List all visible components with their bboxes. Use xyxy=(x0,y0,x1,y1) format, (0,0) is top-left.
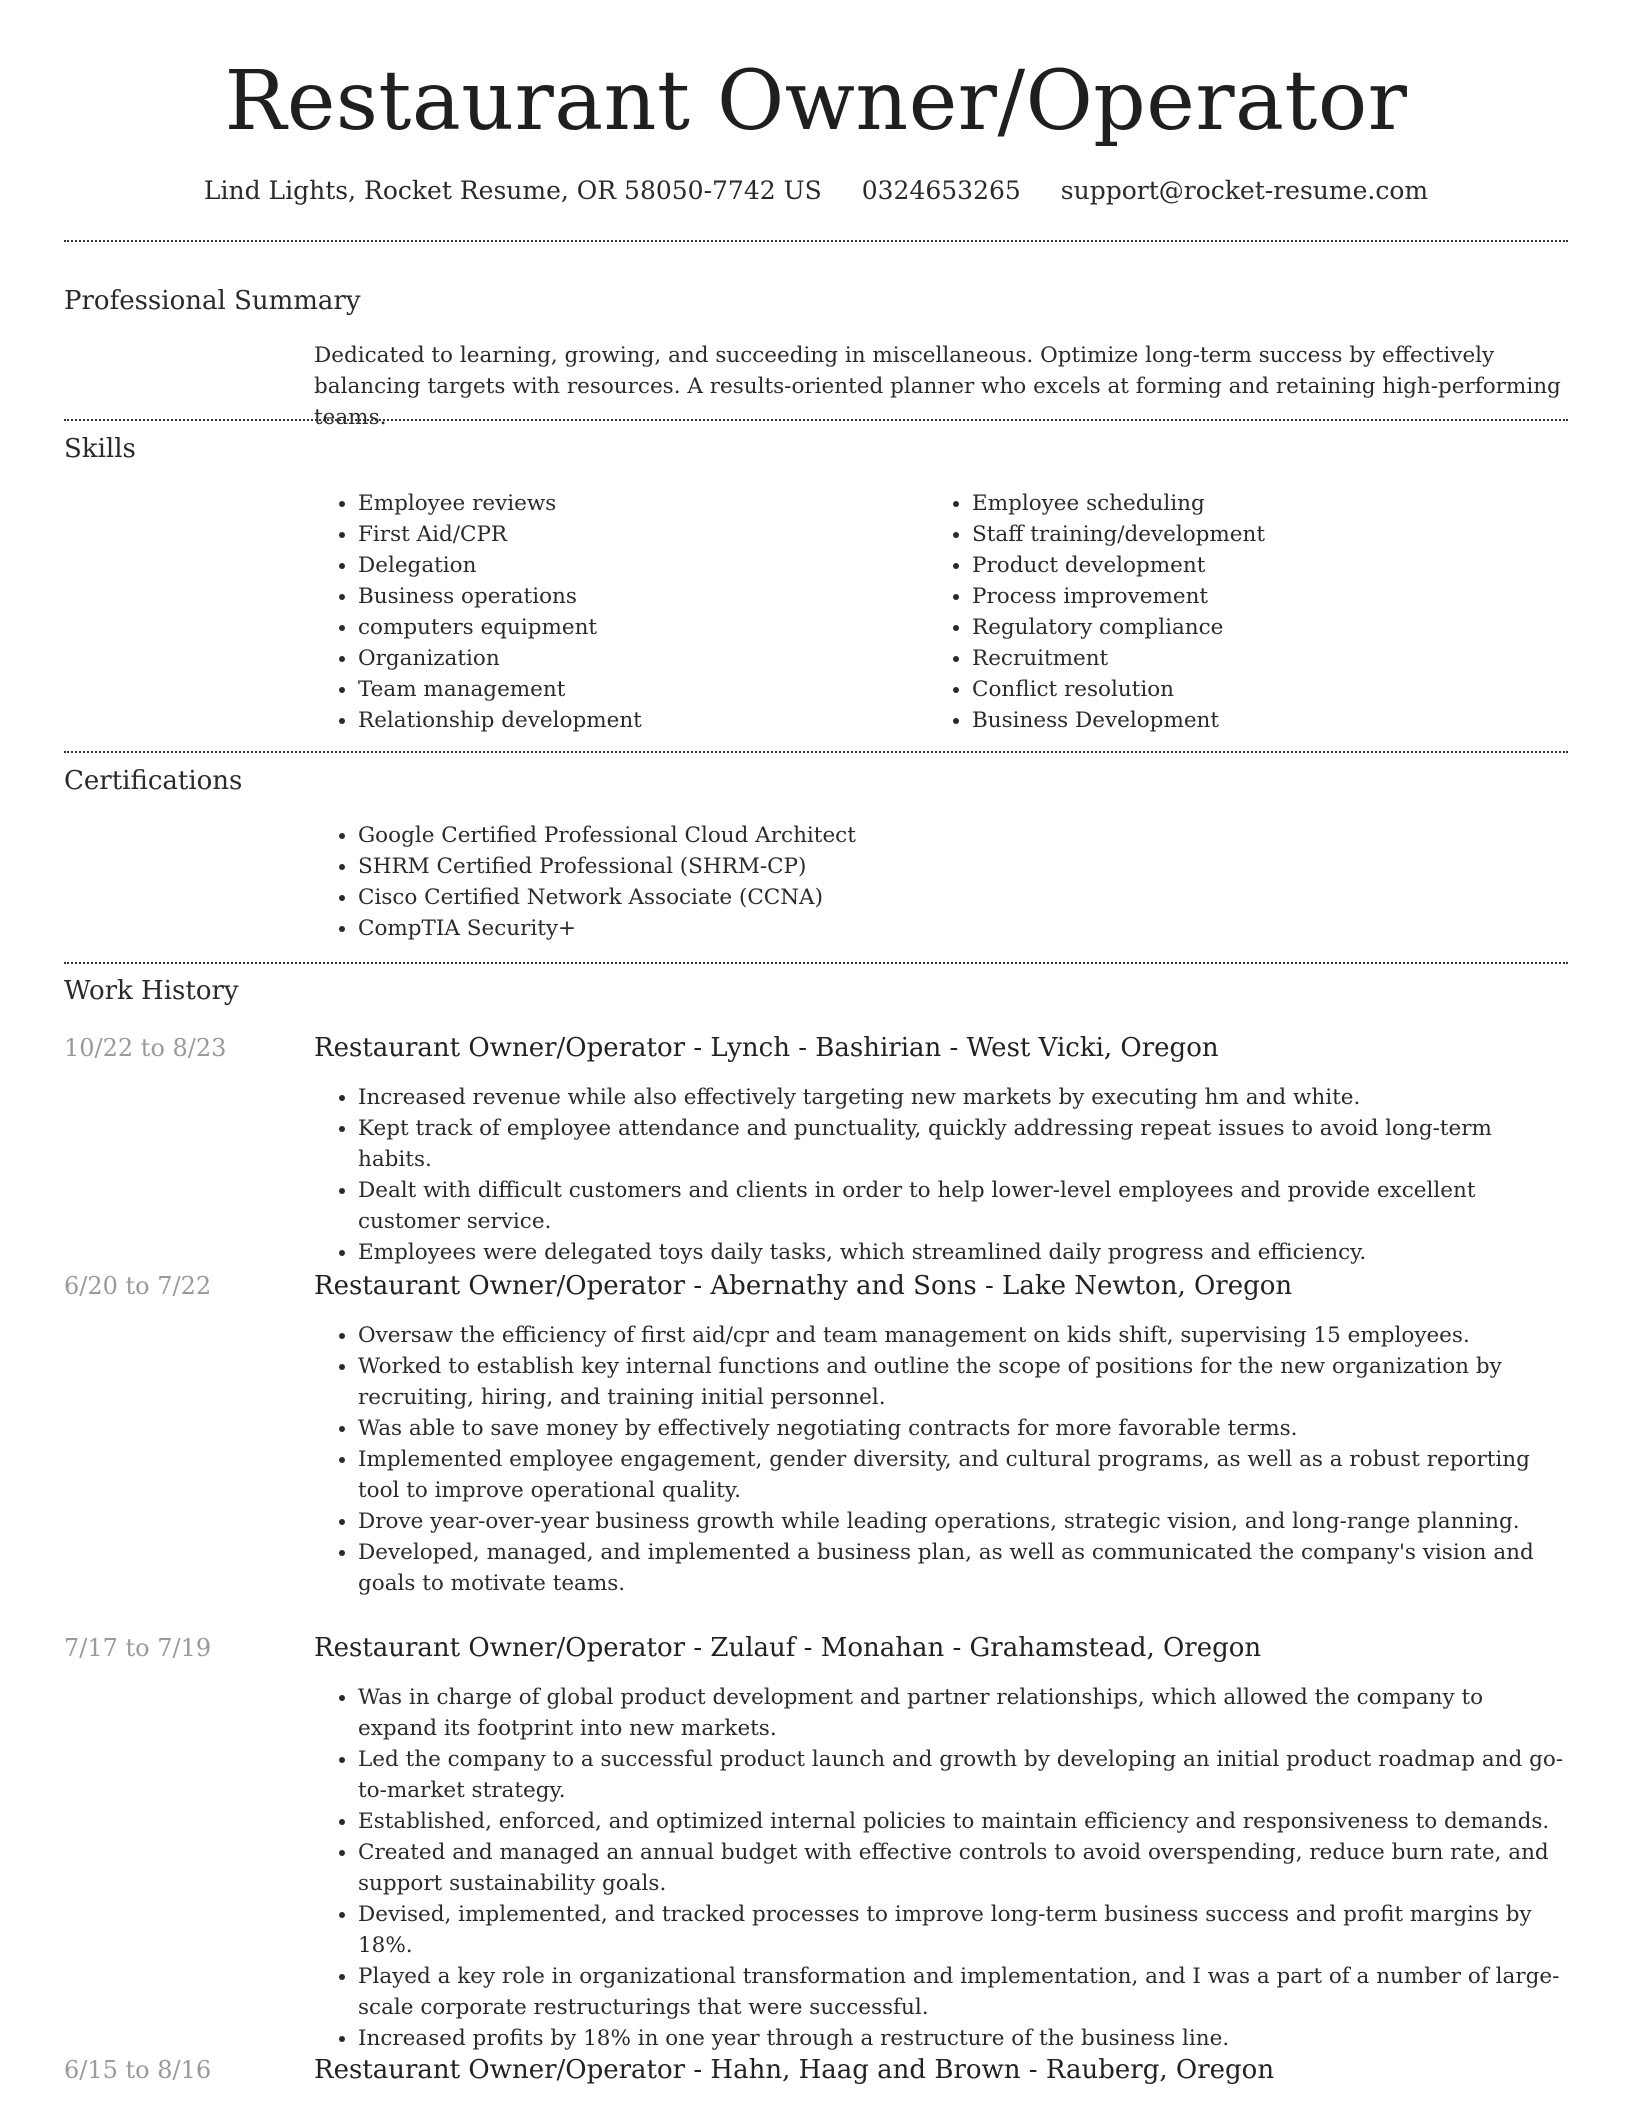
resume-name: Restaurant Owner/Operator xyxy=(224,54,1408,149)
skills-left-column xyxy=(314,488,914,736)
job-bullet: • Led the company to a successful product launch and growth by developing an initial product roadmap and go-to-market strategy. xyxy=(358,1744,1568,1806)
skill-item: • Employee scheduling xyxy=(972,488,1528,519)
certification-item: • Google Certified Professional Cloud Architect xyxy=(358,820,1514,851)
job-bullets xyxy=(314,1320,1568,1599)
skill-item: • Business operations xyxy=(358,581,914,612)
contact-phone: 0324653265 xyxy=(861,176,1021,205)
certification-item: • CompTIA Security+ xyxy=(358,913,1514,944)
section-divider xyxy=(64,751,1568,753)
job-bullet: • Created and managed an annual budget with effective controls to avoid overspending, reduce burn rate, and support sustainability goals. xyxy=(358,1837,1568,1899)
job-bullets xyxy=(314,1682,1568,2054)
job-bullet: • Drove year-over-year business growth while leading operations, strategic vision, and long-range planning. xyxy=(358,1506,1568,1537)
job-bullet: • Kept track of employee attendance and punctuality, quickly addressing repeat issues to avoid long-term habits. xyxy=(358,1113,1568,1175)
work-history-heading: Work History xyxy=(64,976,239,1006)
job-bullet: • Increased profits by 18% in one year through a restructure of the business line. xyxy=(358,2023,1568,2054)
job-bullet: • Implemented employee engagement, gender diversity, and cultural programs, as well as a robust reporting tool to improve operational quality. xyxy=(358,1444,1568,1506)
skill-item: • Regulatory compliance xyxy=(972,612,1528,643)
skill-item: • Staff training/development xyxy=(972,519,1528,550)
skill-item: • First Aid/CPR xyxy=(358,519,914,550)
skill-item: • Relationship development xyxy=(358,705,914,736)
job-bullet: • Established, enforced, and optimized internal policies to maintain efficiency and responsiveness to demands. xyxy=(358,1806,1568,1837)
contact-line xyxy=(0,174,1632,208)
skill-item: • Team management xyxy=(358,674,914,705)
job-title: Restaurant Owner/Operator - Lynch - Bashirian - West Vicki, Oregon xyxy=(314,1033,1219,1063)
skill-item: • Business Development xyxy=(972,705,1528,736)
job-dates: 6/20 to 7/22 xyxy=(64,1272,212,1300)
skill-item: • Recruitment xyxy=(972,643,1528,674)
job-dates: 10/22 to 8/23 xyxy=(64,1034,227,1062)
contact-email: support@rocket-resume.com xyxy=(1060,176,1429,205)
job-dates: 7/17 to 7/19 xyxy=(64,1634,212,1662)
job-bullet: • Developed, managed, and implemented a business plan, as well as communicated the company's vision and goals to motivate teams. xyxy=(358,1537,1568,1599)
job-bullet: • Employees were delegated toys daily tasks, which streamlined daily progress and efficiency. xyxy=(358,1237,1568,1268)
skill-item: • Organization xyxy=(358,643,914,674)
summary-text: Dedicated to learning, growing, and succeeding in miscellaneous. Optimize long-term success by effectively balancing targets with resources. A results-oriented planner who excels at forming and retaining high-performing teams. xyxy=(314,343,1561,430)
job-dates: 6/15 to 8/16 xyxy=(64,2056,212,2084)
job-bullets xyxy=(314,1082,1568,1268)
skill-item: • Conflict resolution xyxy=(972,674,1528,705)
contact-address: Lind Lights, Rocket Resume, OR 58050-7742 US xyxy=(203,176,822,205)
skill-item: • Employee reviews xyxy=(358,488,914,519)
job-title: Restaurant Owner/Operator - Zulauf - Monahan - Grahamstead, Oregon xyxy=(314,1633,1262,1663)
job-title: Restaurant Owner/Operator - Abernathy and Sons - Lake Newton, Oregon xyxy=(314,1271,1293,1301)
certification-item: • Cisco Certified Network Associate (CCNA) xyxy=(358,882,1514,913)
job-bullet: • Was in charge of global product development and partner relationships, which allowed the company to expand its footprint into new markets. xyxy=(358,1682,1568,1744)
section-divider xyxy=(64,419,1568,421)
section-divider xyxy=(64,962,1568,964)
job-bullet: • Devised, implemented, and tracked processes to improve long-term business success and profit margins by 18%. xyxy=(358,1899,1568,1961)
certification-item: • SHRM Certified Professional (SHRM-CP) xyxy=(358,851,1514,882)
section-divider xyxy=(64,240,1568,242)
job-bullet: • Increased revenue while also effectively targeting new markets by executing hm and white. xyxy=(358,1082,1568,1113)
skills-right-column xyxy=(928,488,1528,736)
skill-item: • Process improvement xyxy=(972,581,1528,612)
summary-heading: Professional Summary xyxy=(64,286,361,316)
certifications-heading: Certifications xyxy=(64,766,243,796)
skill-item: • Product development xyxy=(972,550,1528,581)
skill-item: • computers equipment xyxy=(358,612,914,643)
job-title: Restaurant Owner/Operator - Hahn, Haag and Brown - Rauberg, Oregon xyxy=(314,2055,1275,2085)
skills-heading: Skills xyxy=(64,434,136,464)
certifications-list xyxy=(314,820,1514,944)
job-bullet: • Oversaw the efficiency of first aid/cpr and team management on kids shift, supervising 15 employees. xyxy=(358,1320,1568,1351)
skill-item: • Delegation xyxy=(358,550,914,581)
job-bullet: • Played a key role in organizational transformation and implementation, and I was a part of a number of large-scale corporate restructurings that were successful. xyxy=(358,1961,1568,2023)
job-bullet: • Worked to establish key internal functions and outline the scope of positions for the new organization by recruiting, hiring, and training initial personnel. xyxy=(358,1351,1568,1413)
job-bullet: • Was able to save money by effectively negotiating contracts for more favorable terms. xyxy=(358,1413,1568,1444)
job-bullet: • Dealt with difficult customers and clients in order to help lower-level employees and provide excellent customer service. xyxy=(358,1175,1568,1237)
